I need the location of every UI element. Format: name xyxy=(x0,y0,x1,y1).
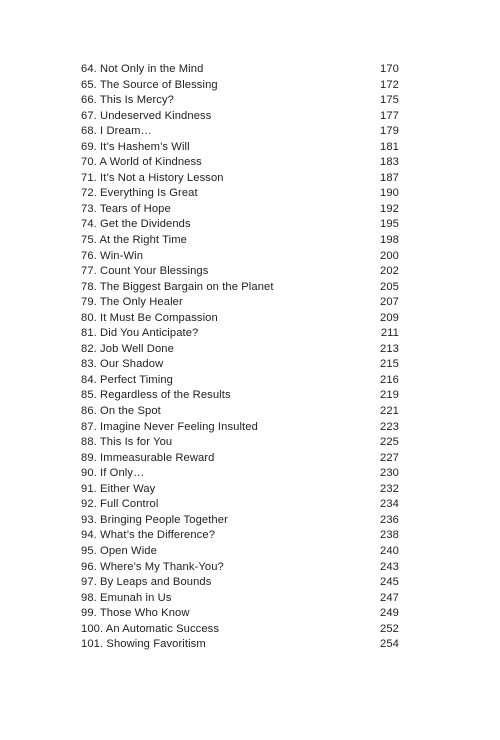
toc-entry-title: 101. Showing Favoritism xyxy=(81,638,206,651)
toc-entry-title: 70. A World of Kindness xyxy=(81,156,202,169)
toc-entry-title: 78. The Biggest Bargain on the Planet xyxy=(81,280,274,293)
toc-entry xyxy=(81,482,399,498)
toc-entry-page-number: 195 xyxy=(380,218,399,231)
toc-entry-title: 75. At the Right Time xyxy=(81,234,187,247)
toc-entry xyxy=(81,295,399,311)
toc-entry-page-number: 249 xyxy=(380,607,399,620)
toc-entry-page-number: 181 xyxy=(380,140,399,153)
toc-entry xyxy=(81,466,399,482)
toc-entry-title: 97. By Leaps and Bounds xyxy=(81,576,212,589)
toc-entry xyxy=(81,622,399,638)
toc-entry-page-number: 223 xyxy=(380,420,399,433)
toc-entry xyxy=(81,140,399,156)
toc-entry xyxy=(81,62,399,78)
toc-entry xyxy=(81,217,399,233)
toc-entry-page-number: 234 xyxy=(380,498,399,511)
toc-entry xyxy=(81,124,399,140)
toc-entry xyxy=(81,155,399,171)
toc-entry xyxy=(81,497,399,513)
toc-entry xyxy=(81,451,399,467)
toc-entry-page-number: 200 xyxy=(380,249,399,262)
toc-entry xyxy=(81,109,399,125)
toc-entry-title: 74. Get the Dividends xyxy=(81,218,191,231)
toc-entry xyxy=(81,326,399,342)
toc-entry-page-number: 219 xyxy=(380,389,399,402)
toc-entry-title: 66. This Is Mercy? xyxy=(81,94,174,107)
toc-entry-title: 96. Where’s My Thank-You? xyxy=(81,560,224,573)
toc-entry-title: 81. Did You Anticipate? xyxy=(81,327,199,340)
toc-entry-title: 91. Either Way xyxy=(81,482,156,495)
toc-entry-title: 67. Undeserved Kindness xyxy=(81,109,212,122)
toc-entry-page-number: 213 xyxy=(380,342,399,355)
toc-entry xyxy=(81,606,399,622)
toc-entry-title: 79. The Only Healer xyxy=(81,296,183,309)
toc-entry-title: 72. Everything Is Great xyxy=(81,187,198,200)
toc-entry-page-number: 198 xyxy=(380,234,399,247)
toc-entry-page-number: 172 xyxy=(380,78,399,91)
toc-entry-page-number: 247 xyxy=(380,591,399,604)
toc-entry-page-number: 209 xyxy=(380,311,399,324)
toc-entry-title: 86. On the Spot xyxy=(81,405,161,418)
toc-entry-title: 85. Regardless of the Results xyxy=(81,389,231,402)
toc-entry-title: 76. Win-Win xyxy=(81,249,144,262)
toc-entry-title: 100. An Automatic Success xyxy=(81,622,220,635)
toc-entry-page-number: 215 xyxy=(380,358,399,371)
toc-entry xyxy=(81,280,399,296)
toc-entry xyxy=(81,575,399,591)
toc-entry-title: 64. Not Only in the Mind xyxy=(81,63,204,75)
toc-entry xyxy=(81,404,399,420)
toc-entry xyxy=(81,388,399,404)
toc-entry-title: 88. This Is for You xyxy=(81,436,173,449)
toc-entry-title: 87. Imagine Never Feeling Insulted xyxy=(81,420,258,433)
toc-entry xyxy=(81,420,399,436)
toc-entry xyxy=(81,544,399,560)
toc-entry-title: 69. It’s Hashem’s Will xyxy=(81,140,190,153)
toc-entry xyxy=(81,528,399,544)
toc-entry-page-number: 216 xyxy=(380,373,399,386)
toc-entry xyxy=(81,202,399,218)
toc-entry xyxy=(81,435,399,451)
toc-entry-page-number: 221 xyxy=(380,405,399,418)
toc-entry-title: 94. What’s the Difference? xyxy=(81,529,216,542)
toc-entry-page-number: 192 xyxy=(380,202,399,215)
toc-entry-title: 92. Full Control xyxy=(81,498,159,511)
toc-entry xyxy=(81,342,399,358)
toc-entry-title: 80. It Must Be Compassion xyxy=(81,311,218,324)
toc-entry-page-number: 211 xyxy=(380,327,399,340)
toc-entry-page-number: 252 xyxy=(380,622,399,635)
toc-entry-page-number: 243 xyxy=(380,560,399,573)
toc-entry-page-number: 238 xyxy=(380,529,399,542)
toc-entry-page-number: 227 xyxy=(380,451,399,464)
toc-entry xyxy=(81,171,399,187)
toc-entry-title: 65. The Source of Blessing xyxy=(81,78,218,91)
toc-entry xyxy=(81,264,399,280)
toc-entry-page-number: 205 xyxy=(380,280,399,293)
toc-entry-title: 89. Immeasurable Reward xyxy=(81,451,215,464)
toc-entry-title: 90. If Only… xyxy=(81,467,145,480)
toc-entry xyxy=(81,560,399,576)
toc-entry xyxy=(81,93,399,109)
toc-entry xyxy=(81,249,399,265)
toc-entry-title: 77. Count Your Blessings xyxy=(81,265,209,278)
toc-entry-page-number: 187 xyxy=(380,171,399,184)
toc-entry xyxy=(81,373,399,389)
toc-entry-title: 83. Our Shadow xyxy=(81,358,164,371)
toc-entry-title: 93. Bringing People Together xyxy=(81,513,228,526)
toc-entry-page-number: 170 xyxy=(380,63,399,75)
toc-entry-page-number: 232 xyxy=(380,482,399,495)
toc-entry xyxy=(81,78,399,94)
table-of-contents xyxy=(81,62,399,653)
toc-entry xyxy=(81,186,399,202)
toc-entry-page-number: 207 xyxy=(380,296,399,309)
toc-entry xyxy=(81,233,399,249)
toc-entry-title: 68. I Dream… xyxy=(81,125,152,138)
toc-entry xyxy=(81,637,399,653)
toc-entry-title: 73. Tears of Hope xyxy=(81,202,171,215)
toc-entry-title: 71. It’s Not a History Lesson xyxy=(81,171,224,184)
toc-entry-title: 82. Job Well Done xyxy=(81,342,174,355)
toc-entry xyxy=(81,591,399,607)
toc-entry-page-number: 236 xyxy=(380,513,399,526)
toc-entry-title: 98. Emunah in Us xyxy=(81,591,172,604)
toc-entry-title: 95. Open Wide xyxy=(81,544,157,557)
toc-entry xyxy=(81,311,399,327)
toc-entry xyxy=(81,357,399,373)
toc-entry-page-number: 254 xyxy=(380,638,399,651)
toc-entry xyxy=(81,513,399,529)
toc-entry-page-number: 240 xyxy=(380,544,399,557)
toc-entry-page-number: 230 xyxy=(380,467,399,480)
toc-entry-page-number: 245 xyxy=(380,576,399,589)
toc-entry-page-number: 190 xyxy=(380,187,399,200)
toc-entry-title: 84. Perfect Timing xyxy=(81,373,173,386)
toc-entry-page-number: 179 xyxy=(380,125,399,138)
toc-entry-page-number: 175 xyxy=(380,94,399,107)
toc-entry-title: 99. Those Who Know xyxy=(81,607,190,620)
toc-entry-page-number: 183 xyxy=(380,156,399,169)
toc-entry-page-number: 202 xyxy=(380,265,399,278)
toc-entry-page-number: 177 xyxy=(380,109,399,122)
toc-entry-page-number: 225 xyxy=(380,436,399,449)
